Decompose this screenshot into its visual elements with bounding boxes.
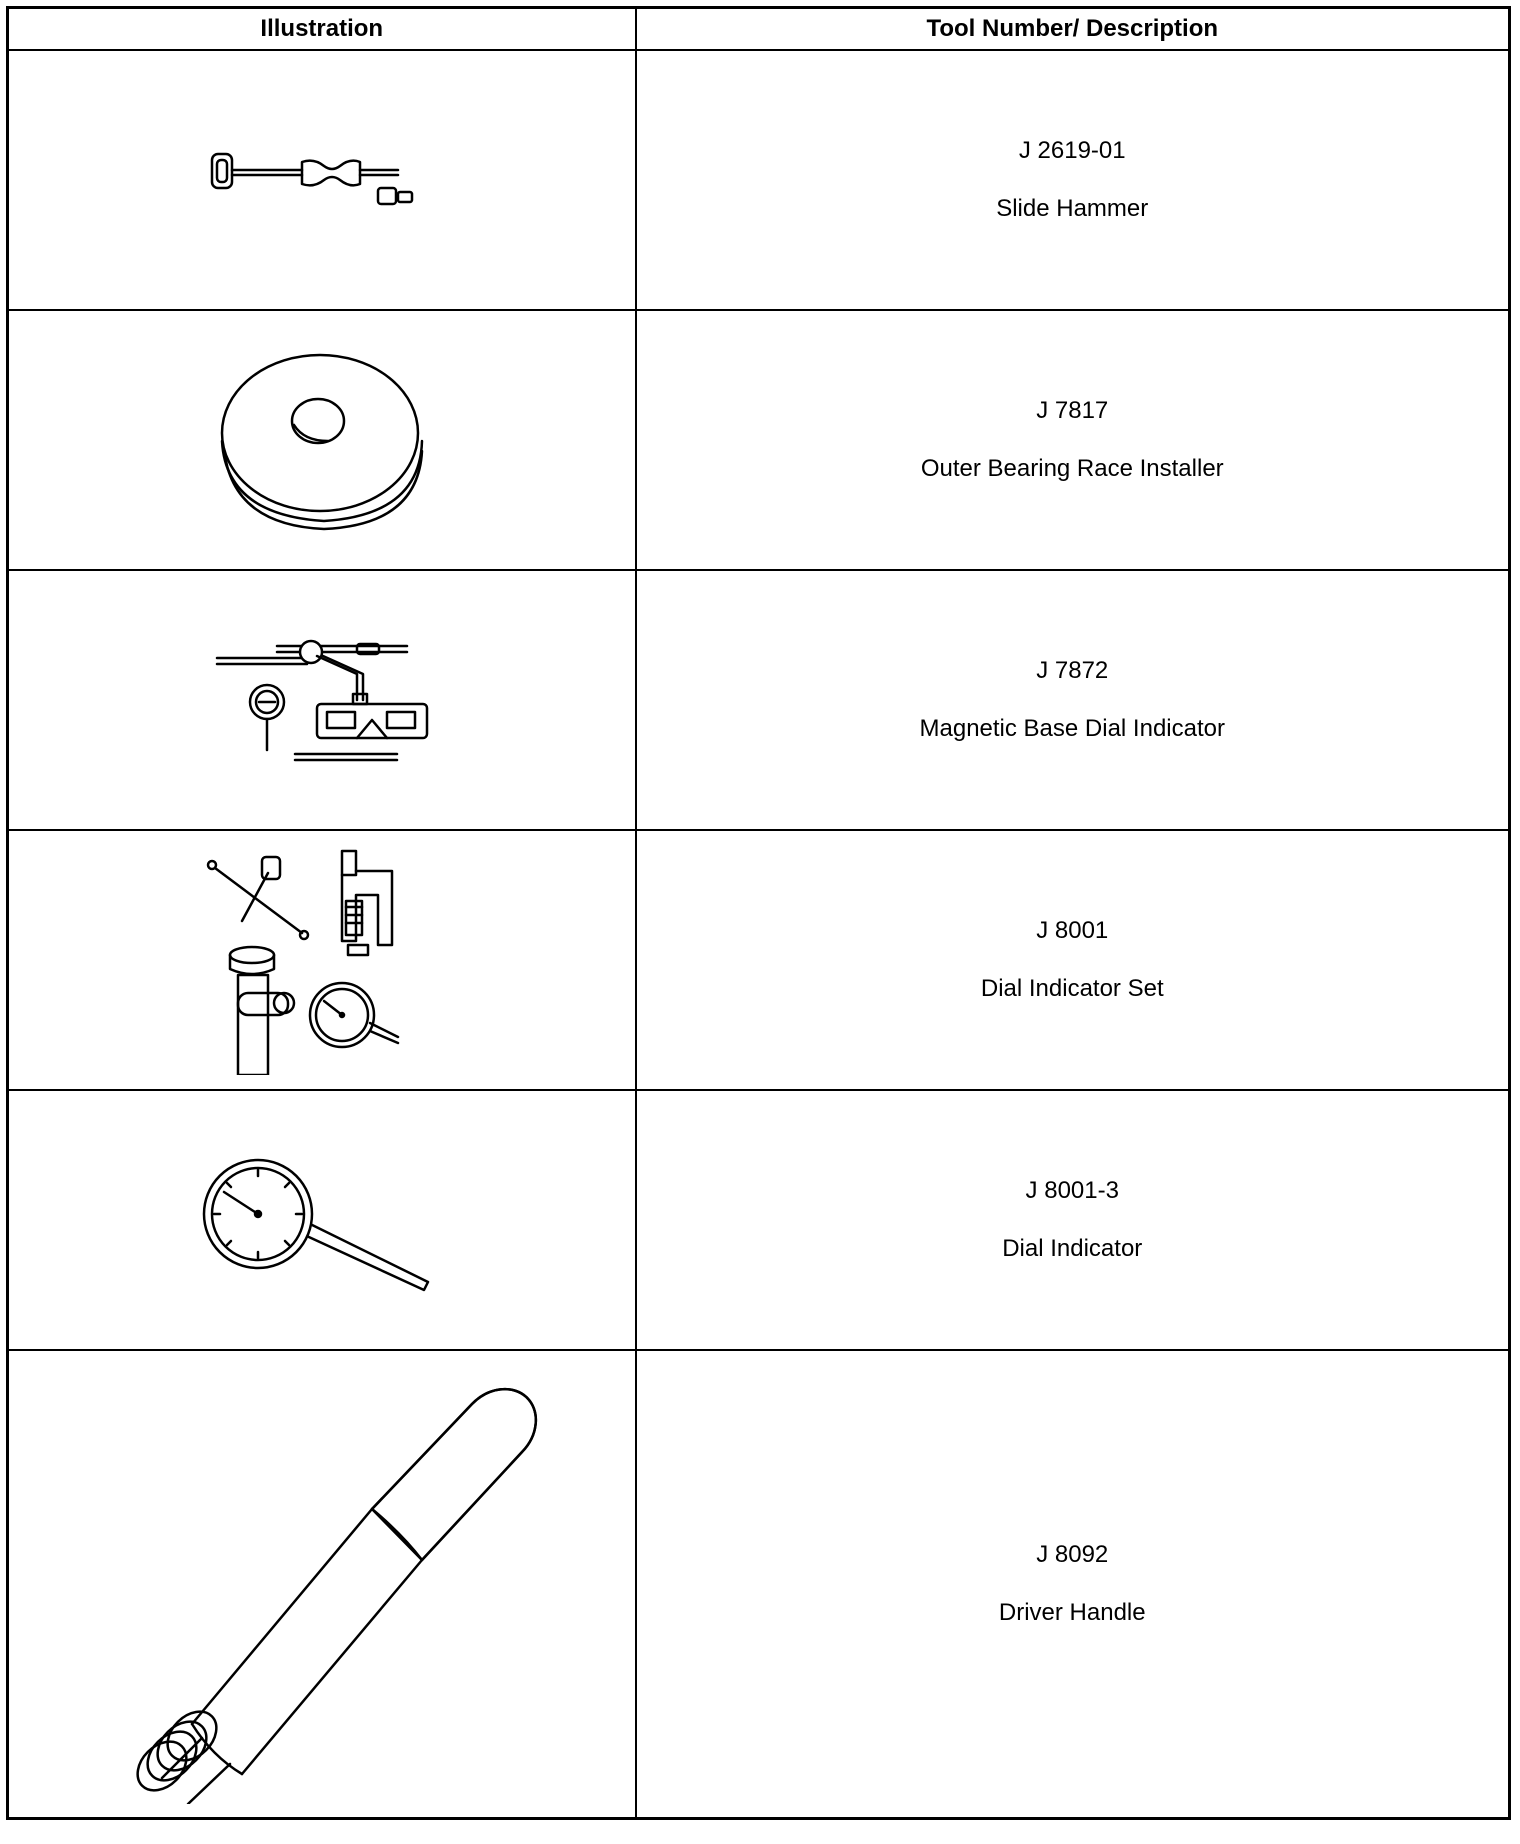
illustration-cell — [8, 310, 636, 570]
description-cell — [636, 570, 1510, 830]
description-cell — [636, 1090, 1510, 1350]
tool-number: J 7872 — [1036, 657, 1109, 684]
description-cell — [636, 830, 1510, 1090]
table-row — [8, 830, 1510, 1090]
slide-hammer-icon — [202, 140, 442, 220]
dial-indicator-icon — [202, 1140, 442, 1300]
table-row — [8, 1350, 1510, 1819]
dial-indicator-set-icon — [202, 845, 442, 1075]
tool-name: Outer Bearing Race Installer — [920, 455, 1224, 482]
description-cell — [636, 310, 1510, 570]
illustration-cell — [8, 50, 636, 310]
special-tools-table — [6, 6, 1511, 1820]
tool-number: J 2619-01 — [1018, 137, 1126, 164]
tool-name: Driver Handle — [998, 1599, 1146, 1626]
tool-number: J 8092 — [1036, 1541, 1109, 1568]
illustration-cell — [8, 570, 636, 830]
tool-number: J 7817 — [1036, 397, 1109, 424]
illustration-cell — [8, 830, 636, 1090]
magnetic-base-dial-indicator-icon — [207, 630, 437, 770]
tool-number: J 8001-3 — [1025, 1177, 1119, 1204]
illustration-cell — [8, 1090, 636, 1350]
table-row — [8, 1090, 1510, 1350]
header-illustration: Illustration — [8, 8, 636, 51]
tool-name: Slide Hammer — [996, 195, 1149, 222]
description-cell — [636, 1350, 1510, 1819]
bearing-race-installer-icon — [212, 345, 432, 535]
header-description: Tool Number/ Description — [636, 8, 1510, 51]
description-cell — [636, 50, 1510, 310]
tool-number: J 8001 — [1036, 917, 1109, 944]
tool-name: Magnetic Base Dial Indicator — [919, 715, 1225, 742]
table-row — [8, 570, 1510, 830]
table-row — [8, 310, 1510, 570]
tool-name: Dial Indicator — [1002, 1235, 1143, 1262]
illustration-cell — [8, 1350, 636, 1819]
table-header-row — [8, 8, 1510, 51]
tool-name: Dial Indicator Set — [980, 975, 1164, 1002]
driver-handle-icon — [102, 1364, 542, 1804]
table-row — [8, 50, 1510, 310]
